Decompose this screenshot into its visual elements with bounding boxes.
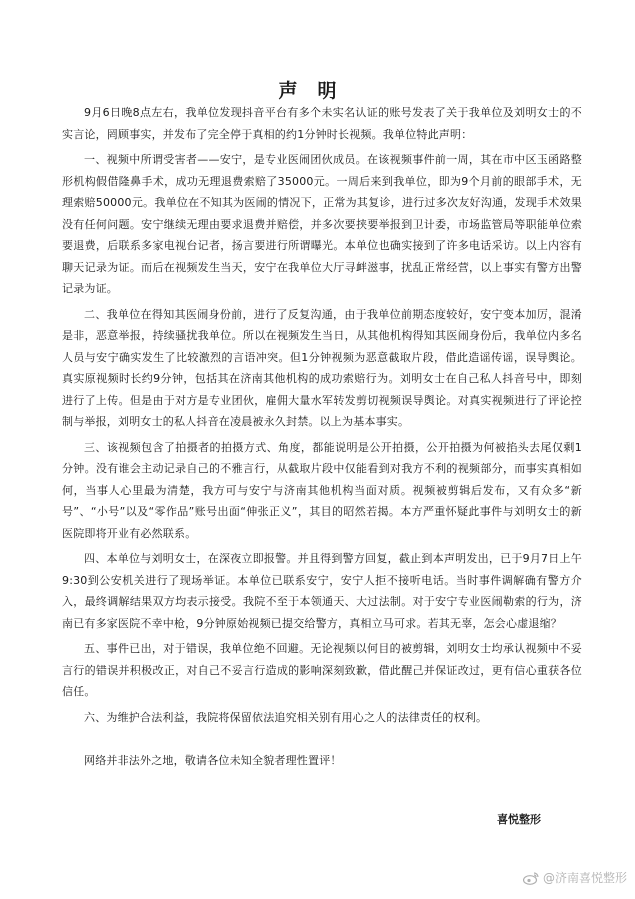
- intro-paragraph: 9月6日晚8点左右，我单位发现抖音平台有多个未实名认证的账号发表了关于我单位及刘明女士的不实言论，罔顾事实，并发布了完全停于真相的约1分钟时长视频。我单位特此声明：: [62, 106, 582, 141]
- section-2-paragraph: 二、我单位在得知其医闹身份前，进行了反复沟通，由于我单位前期态度较好，安宁变本加厉，混淆是非，恶意举报，持续骚扰我单位。所以在视频发生当日，从其他机构得知其医闹身份后，我单位内多名人员与安宁确实发生了比较激烈的言语冲突。但1分钟视频为恶意截取片段，借此造谣传谣，误导舆论。真实原视频时长约9分钟，包括其在济南其他机构的成功索赔行为。刘明女士在自己私人抖音号中，即刻进行了上传。但是由于对方是专业团伙，雇佣大量水军转发剪切视频误导舆论。对真实视频进行了评论控制与举报，刘明女士的私人抖音在凌晨被永久封禁。以上为基本事实。: [62, 307, 582, 428]
- weibo-watermark: [523, 869, 627, 886]
- section-1-paragraph: 一、视频中所谓受害者——安宁，是专业医闹团伙成员。在该视频事件前一周，其在市中区玉函路整形机构假借隆鼻手术，成功无理退费索赔了35000元。一周后来到我单位，即为9个月前的眼部手术，无理索赔50000元。我单位在不知其为医闹的情况下，正常为其复诊，进行过多次友好沟通，发现手术效果没有任何问题。安宁继续无理由要求退费并赔偿，并多次要挟要举报到卫计委，市场监管局等职能单位索要退费，后联系多家电视台记者，扬言要进行所谓曝光。本单位也确实接到了许多电话采访。以上内容有聊天记录为证。而后在视频发生当天，安宁在我单位大厅寻衅滋事，扰乱正常经营，以上事实有警方出警记录为证。: [62, 153, 582, 295]
- weibo-icon: [523, 871, 539, 885]
- section-5-paragraph: 五、事件已出，对于错误，我单位绝不回避。无论视频以何目的被剪辑，刘明女士均承认视频中不妥言行的错误并积极改正，对自己不妥言行造成的影响深刻致歉，借此醒己并保证改过，更有信心重获各位信任。: [62, 642, 582, 698]
- signature: 喜悦整形: [497, 813, 541, 826]
- section-4-paragraph: 四、本单位与刘明女士，在深夜立即报警。并且得到警方回复，截止到本声明发出，已于9月7日上午9:30到公安机关进行了现场举证。本单位已联系安宁，安宁人拒不接听电话。当时事件调解确有警方介入，最终调解结果双方均表示接受。我院不至于本领通天、大过法制。对于安宁专业医闹勒索的行为，济南已有多家医院不幸中枪，9分钟原始视频已提交给警方，真相立马可求。若其无辜，怎会心虚退缩？: [62, 552, 582, 630]
- section-6-paragraph: 六、为维护合法利益，我院将保留依法追究相关别有用心之人的法律责任的权利。: [84, 710, 488, 724]
- section-3-paragraph: 三、该视频包含了拍摄者的拍摄方式、角度，都能说明是公开拍摄，公开拍摄为何被掐头去尾仅剩1分钟。没有谁会主动记录自己的不雅言行，从截取片段中仅能看到对我方不利的视频部分，而事实真相如何，当事人心里最为清楚，我方可与安宁与济南其他机构当面对质。视频被剪辑后发布，又有众多“新号”、“小号”以及“零作品”账号出面“伸张正义”，其目的昭然若揭。本方严重怀疑此事件与刘明女士的新医院即将开业有必然联系。: [62, 440, 582, 540]
- watermark-text: @济南喜悦整形: [542, 871, 627, 885]
- closing-remark: 网络并非法外之地，敬请各位未知全貌者理性置评！: [84, 754, 342, 767]
- document-body: [62, 102, 582, 772]
- document-title: 声明: [278, 80, 357, 102]
- paragraph-gap: [62, 728, 582, 742]
